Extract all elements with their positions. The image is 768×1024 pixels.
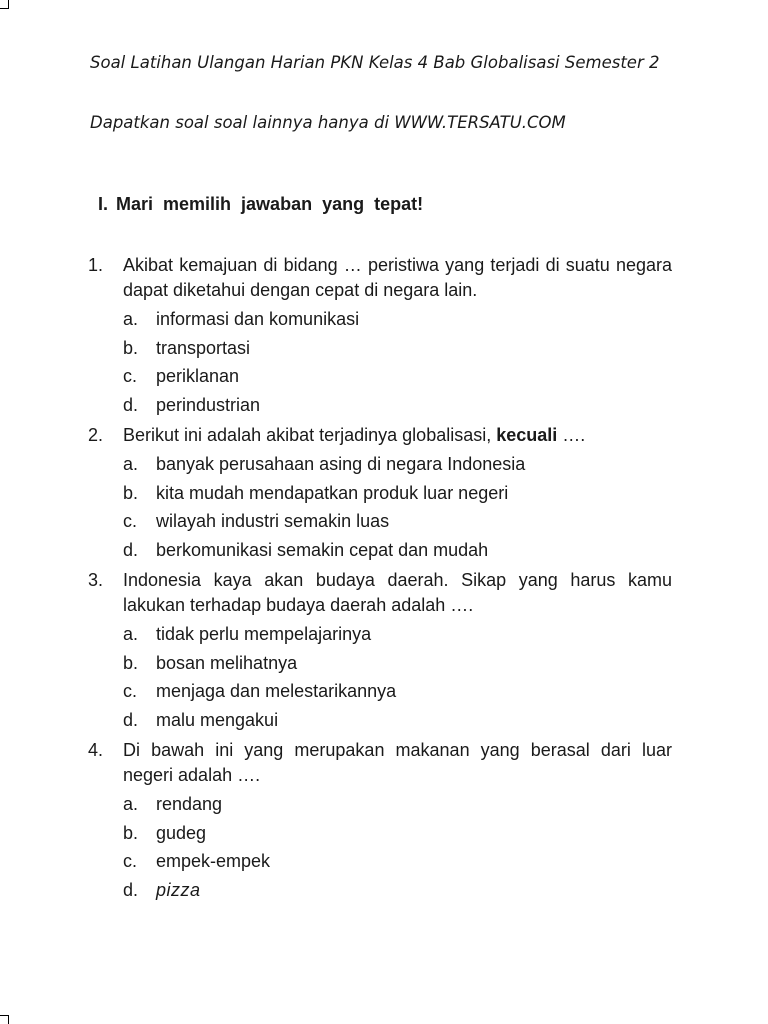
option-list (88, 305, 672, 419)
option-letter: b. (123, 652, 139, 673)
option-letter: a. (123, 794, 139, 814)
option-text: gudeg (156, 822, 207, 843)
question-text-start: Berikut ini adalah akibat terjadinya globalisasi, (123, 425, 497, 445)
option-letter: c. (123, 366, 138, 386)
question-number: 2. (88, 425, 104, 445)
option-4d (88, 876, 672, 905)
question-text: Di bawah ini yang merupakan makanan yang berasal dari luar negeri adalah …. (123, 740, 672, 785)
option-letter: d. (123, 879, 139, 900)
question-1 (88, 253, 672, 419)
option-text: menjaga dan melestarikannya (156, 681, 397, 701)
option-list (88, 450, 672, 564)
question-text-end: …. (557, 425, 586, 445)
option-text: banyak perusahaan asing di negara Indonesia (156, 454, 526, 474)
option-list (88, 620, 672, 734)
option-text: tidak perlu mempelajarinya (156, 624, 372, 644)
option-2d (88, 536, 672, 565)
option-letter: c. (123, 681, 138, 701)
option-text: bosan melihatnya (156, 652, 298, 673)
option-text: informasi dan komunikasi (156, 309, 360, 329)
crop-mark-top-left (0, 0, 9, 9)
option-text: berkomunikasi semakin cepat dan mudah (156, 539, 489, 560)
option-2c (88, 507, 672, 536)
question-2 (88, 423, 672, 564)
option-text: pizza (156, 879, 201, 900)
option-3c (88, 677, 672, 706)
question-4 (88, 738, 672, 904)
option-letter: d. (123, 539, 139, 560)
question-text: Indonesia kaya akan budaya daerah. Sikap yang harus kamu lakukan terhadap budaya daerah adalah …. (123, 570, 672, 615)
option-1c (88, 362, 672, 391)
question-number: 3. (88, 570, 104, 590)
question-3 (88, 568, 672, 734)
option-text: wilayah industri semakin luas (156, 511, 390, 531)
option-3b (88, 649, 672, 678)
option-text: malu mengakui (156, 709, 279, 730)
question-list (88, 253, 672, 908)
section-heading (98, 194, 423, 215)
option-1a (88, 305, 672, 334)
section-number: I. (98, 194, 109, 214)
question-emphasis: kecuali (496, 425, 558, 445)
option-4c (88, 847, 672, 876)
crop-mark-bottom-left (0, 1015, 9, 1024)
option-letter: c. (123, 851, 138, 871)
option-text: empek-empek (156, 851, 271, 871)
option-4a (88, 790, 672, 819)
option-list (88, 790, 672, 904)
option-letter: b. (123, 337, 139, 358)
option-3a (88, 620, 672, 649)
option-3d (88, 706, 672, 735)
option-text: periklanan (156, 366, 240, 386)
question-text: Akibat kemajuan di bidang … peristiwa yang terjadi di suatu negara dapat diketahui dengan cepat di negara lain. (123, 255, 672, 300)
option-4b (88, 819, 672, 848)
option-text: perindustrian (156, 394, 261, 415)
header-title: Soal Latihan Ulangan Harian PKN Kelas 4 Bab Globalisasi Semester 2 (90, 53, 660, 72)
option-letter: a. (123, 309, 139, 329)
option-text: transportasi (156, 337, 251, 358)
option-letter: b. (123, 482, 139, 503)
option-letter: a. (123, 624, 139, 644)
option-letter: a. (123, 454, 139, 474)
option-2b (88, 479, 672, 508)
option-letter: d. (123, 394, 139, 415)
section-title-text: Mari memilih jawaban yang tepat! (116, 194, 424, 214)
option-letter: d. (123, 709, 139, 730)
question-number: 1. (88, 255, 104, 275)
question-text (123, 423, 672, 448)
question-number: 4. (88, 740, 104, 760)
header-website-note: Dapatkan soal soal lainnya hanya di WWW.TERSATU.COM (90, 113, 566, 132)
option-letter: c. (123, 511, 138, 531)
option-text: kita mudah mendapatkan produk luar negeri (156, 482, 509, 503)
option-text: rendang (156, 794, 223, 814)
option-1b (88, 334, 672, 363)
option-2a (88, 450, 672, 479)
option-letter: b. (123, 822, 139, 843)
option-1d (88, 391, 672, 420)
